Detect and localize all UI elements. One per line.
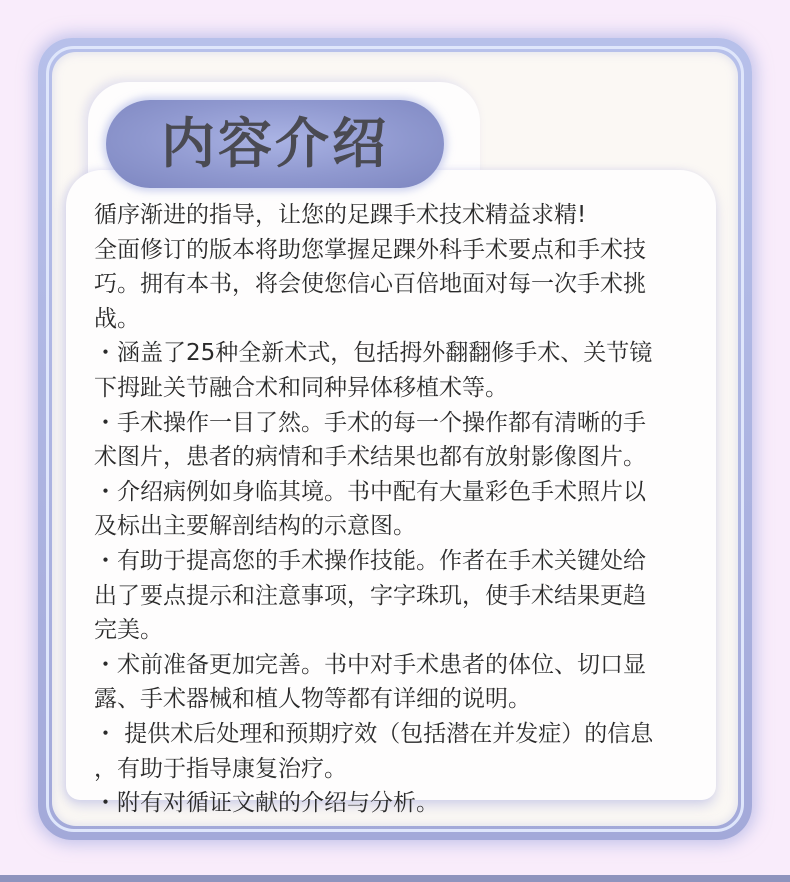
text-line: 及标出主要解剖结构的示意图。 [94,513,416,540]
bullet-line: ・涵盖了25种全新术式，包括拇外翻翻修手术、关节镜 [94,340,653,367]
introduction-text [94,198,704,821]
text-line: ，有助于指导康复治疗。 [94,755,347,782]
bullet-line: ・有助于提高您的手术操作技能。作者在手术关键处给 [94,547,646,574]
text-line: 循序渐进的指导，让您的足踝手术技术精益求精! [94,202,587,228]
text-line: 术图片，患者的病情和手术结果也都有放射影像图片。 [94,444,646,471]
text-line: 下拇趾关节融合术和同种异体移植术等。 [94,374,508,401]
text-line: 全面修订的版本将助您掌握足踝外科手术要点和手术技 [94,236,646,263]
text-line: 完美。 [94,617,163,644]
bullet-line: ・术前准备更加完善。书中对手术患者的体位、切口显 [94,651,646,678]
bottom-strip [0,875,790,882]
text-line: 露、手术器械和植人物等都有详细的说明。 [94,686,531,713]
bullet-line: ・手术操作一目了然。手术的每一个操作都有清晰的手 [94,409,646,436]
bullet-line: ・ 提供术后处理和预期疗效（包括潜在并发症）的信息 [94,720,654,747]
page-title: 内容介绍 [161,112,389,175]
text-line: 战。 [94,305,140,332]
bullet-line: ・介绍病例如身临其境。书中配有大量彩色手术照片以 [94,478,646,505]
bullet-line: ・附有对循证文献的介绍与分析。 [94,790,439,817]
text-line: 出了要点提示和注意事项，字字珠玑，使手术结果更趋 [94,582,646,609]
text-line: 巧。拥有本书，将会使您信心百倍地面对每一次手术挑 [94,271,646,298]
